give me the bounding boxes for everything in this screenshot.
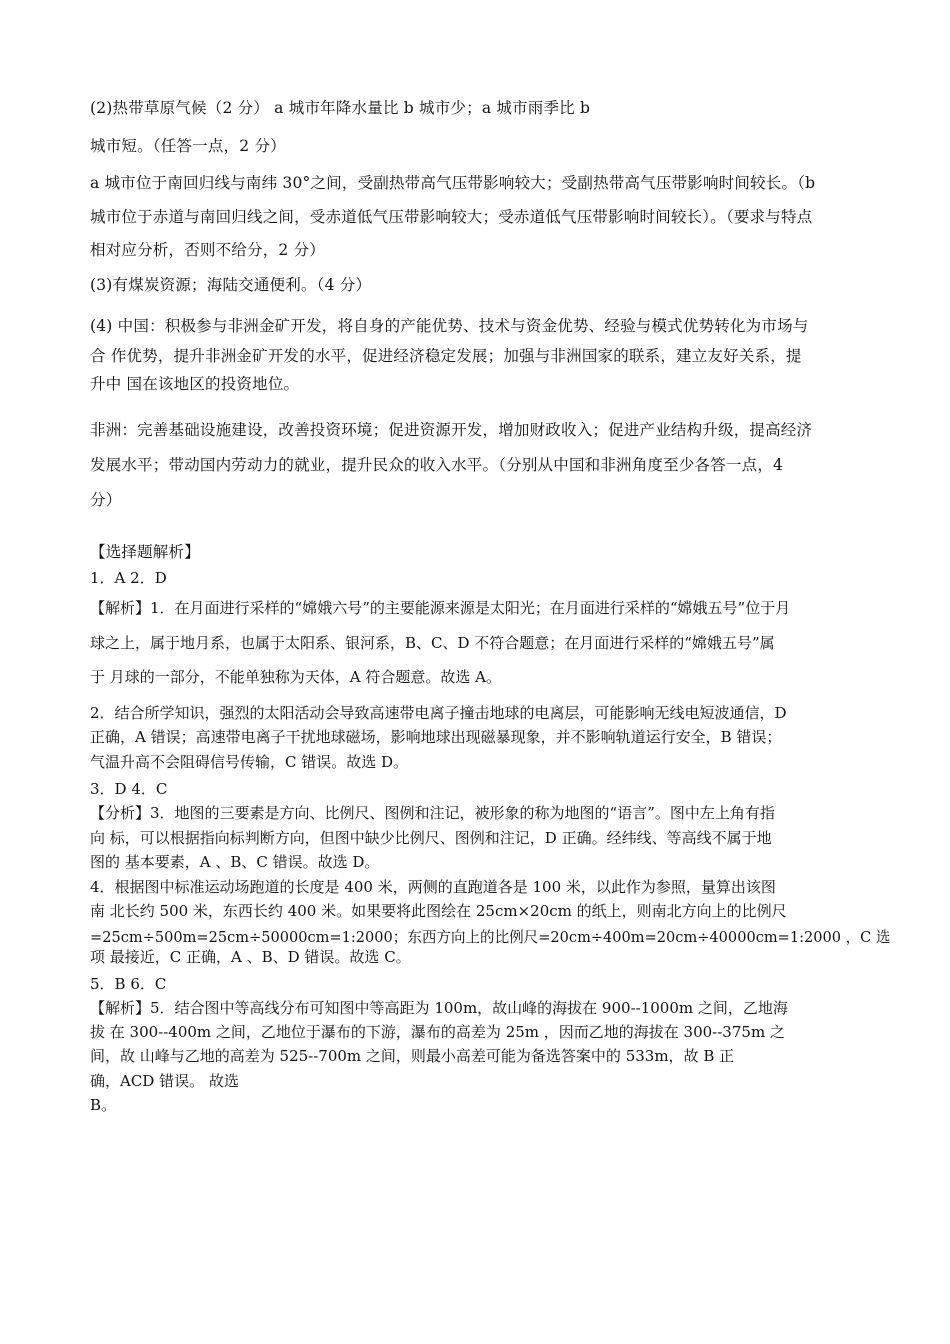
analysis-3-a: 【分析】3．地图的三要素是方向、比例尺、图例和注记，被形象的称为地图的“语言”。图中左上角有指 [90,804,775,822]
answer-line-2-e: 相对应分析，否则不给分，2 分） [90,241,325,259]
explanation-1-a: 【解析】1．在月面进行采样的“嫦娥六号”的主要能源来源是太阳光；在月面进行采样的“嫦娥五号”位于月 [90,599,791,617]
analysis-4-a: 4．根据图中标准运动场跑道的长度是 400 米，两侧的直跑道各是 100 米，以此作为参照，量算出该图 [90,878,776,896]
answer-line-africa-a: 非洲：完善基础设施建设，改善投资环境；促进资源开发，增加财政收入；促进产业结构升级，提高经济 [90,421,813,439]
analysis-4-b: 南 北长约 500 米，东西长约 400 米。如果要将此图绘在 25cm×20cm 的纸上，则南北方向上的比例尺 [90,902,787,920]
analysis-3-c: 图的 基本要素，A 、B、C 错误。故选 D。 [90,853,380,871]
explanation-5-a: 【解析】5．结合图中等高线分布可知图中等高距为 100m，故山峰的海拔在 900--1000m 之间，乙地海 [90,999,788,1017]
explanation-5-c: 间，故 山峰与乙地的高差为 525--700m 之间，则最小高差可能为备选答案中的 533m，故 B 正 [90,1047,735,1065]
answer-line-africa-c: 分） [90,491,122,509]
explanation-2-b: 正确，A 错误；高速带电离子干扰地球磁场，影响地球出现磁暴现象，并不影响轨道运行安全，B 错误； [90,728,782,746]
explanation-1-b: 球之上，属于地月系，也属于太阳系、银河系，B、C、D 不符合题意；在月面进行采样的“嫦娥五号”属 [90,634,775,652]
answer-line-2-c: a 城市位于南回归线与南纬 30°之间，受副热带高气压带影响较大；受副热带高气压带影响时间较长。（b [90,174,816,192]
answer-line-2-a: (2)热带草原气候（2 分） a 城市年降水量比 b 城市少；a 城市雨季比 b [90,99,591,117]
answer-key-3-4: 3．D 4．C [90,780,168,798]
answer-line-2-d: 城市位于赤道与南回归线之间，受赤道低气压带影响较大；受赤道低气压带影响时间较长）。（要求与特点 [90,208,813,226]
answer-line-africa-b: 发展水平；带动国内劳动力的就业，提升民众的收入水平。（分别从中国和非洲角度至少各答一点，4 [90,456,784,474]
explanation-5-e: B。 [90,1096,117,1114]
explanation-2-c: 气温升高不会阻碍信号传输，C 错误。故选 D。 [90,753,409,771]
answer-key-5-6: 5．B 6．C [90,975,167,993]
analysis-4-d: 项 最接近，C 正确，A 、B、D 错误。故选 C。 [90,948,411,966]
answer-line-4-c: 升中 国在该地区的投资地位。 [90,375,300,393]
answer-key-1-2: 1．A 2．D [90,569,167,587]
answer-line-4-a: (4) 中国：积极参与非洲金矿开发，将自身的产能优势、技术与资金优势、经验与模式优势转化为市场与 [90,317,809,335]
explanation-5-d: 确，ACD 错误。 故选 [90,1072,239,1090]
explanation-2-a: 2．结合所学知识，强烈的太阳活动会导致高速带电离子撞击地球的电离层，可能影响无线电短波通信，D [90,704,787,722]
explanation-5-b: 拔 在 300--400m 之间，乙地位于瀑布的下游，瀑布的高差为 25m ，因而乙地的海拔在 300--375m 之 [90,1023,785,1041]
answer-line-4-b: 合 作优势，提升非洲金矿开发的水平，促进经济稳定发展；加强与非洲国家的联系，建立友好关系，提 [90,347,802,365]
analysis-3-b: 向 标，可以根据指向标判断方向，但图中缺少比例尺、图例和注记，D 正确。经纬线、等高线不属于地 [90,829,772,847]
section-heading: 【选择题解析】 [90,543,200,561]
explanation-1-c: 于 月球的一部分，不能单独称为天体，A 符合题意。故选 A。 [90,668,501,686]
analysis-4-c: =25cm÷500m=25cm÷50000cm=1:2000；东西方向上的比例尺=20cm÷400m=20cm÷40000cm=1:2000 ，C 选 [90,928,891,946]
answer-line-2-b: 城市短。（任答一点，2 分） [90,137,286,155]
answer-line-3: (3)有煤炭资源；海陆交通便利。（4 分） [90,276,372,294]
